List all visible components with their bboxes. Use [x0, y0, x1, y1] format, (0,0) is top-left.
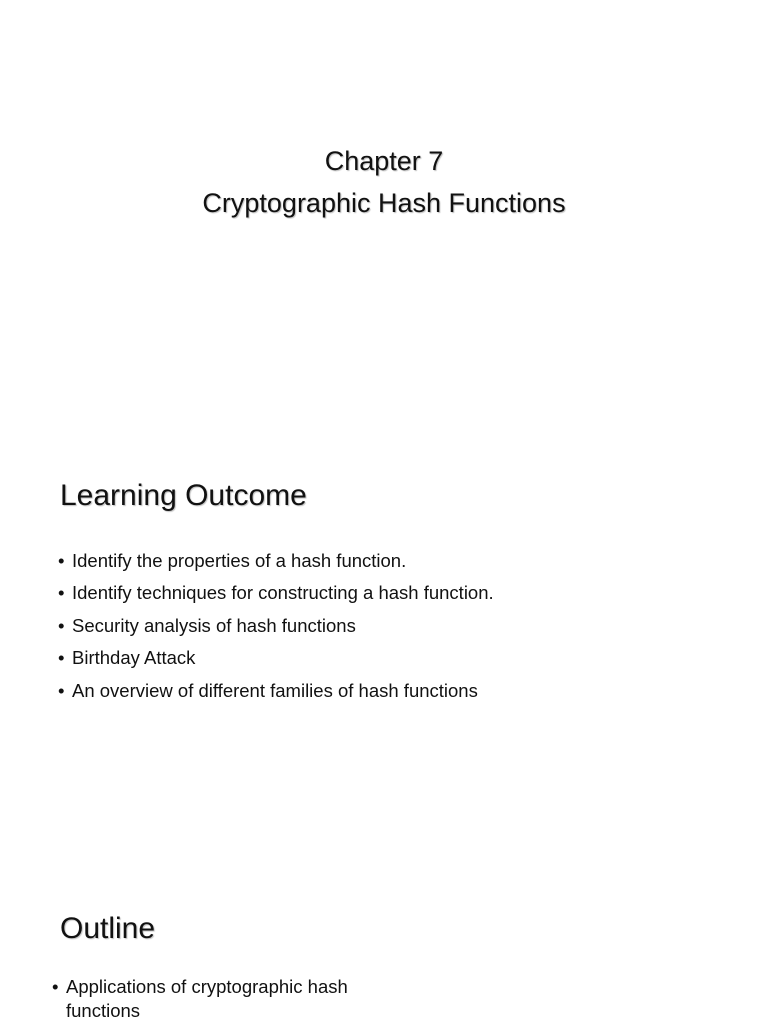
chapter-title: Cryptographic Hash Functions	[202, 188, 566, 218]
bullet-item: • Security analysis of hash functions	[58, 610, 748, 642]
bullet-item: • An overview of different families of hash functions	[58, 675, 748, 707]
bullet-item: • Identify the properties of a hash function.	[58, 545, 748, 577]
bullet-item: • Identify techniques for constructing a hash function.	[58, 577, 748, 609]
title-block	[0, 140, 768, 224]
bullet-list	[52, 975, 352, 1023]
bullet-list	[58, 545, 748, 707]
slide-heading: Outline	[60, 912, 156, 945]
learning-outcome-slide	[0, 432, 768, 864]
chapter-label: Chapter 7	[324, 146, 444, 176]
bullet-item: • Applications of cryptographic hash functions	[52, 975, 352, 1023]
outline-slide	[0, 864, 768, 1024]
bullet-item: • Birthday Attack	[58, 642, 748, 674]
title-slide	[0, 0, 768, 432]
slide-heading: Learning Outcome	[60, 479, 307, 512]
